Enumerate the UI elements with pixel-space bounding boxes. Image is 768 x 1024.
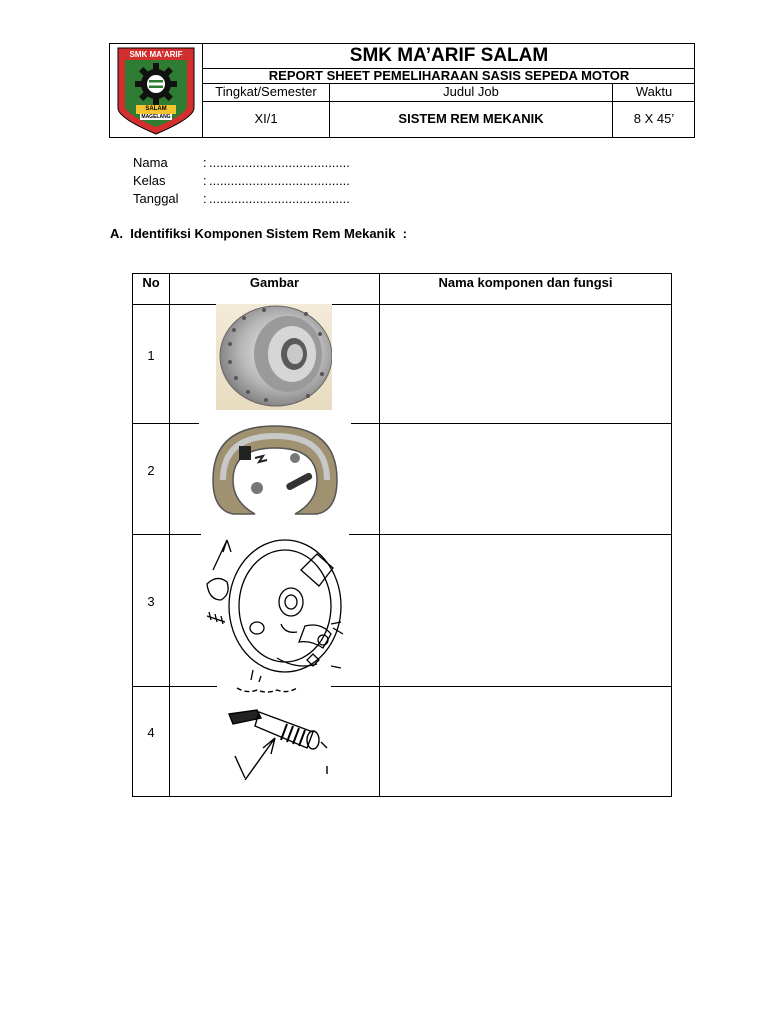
date-label: Tanggal	[133, 191, 179, 206]
section-title: A. Identifiksi Komponen Sistem Rem Mekanik :	[110, 226, 407, 241]
school-name: SMK MA’ARIF SALAM	[349, 45, 549, 66]
report-title: REPORT SHEET PEMELIHARAAN SASIS SEPEDA MOTOR	[268, 68, 630, 83]
date-field[interactable]: .......................................	[209, 191, 350, 206]
class-field[interactable]: .......................................	[209, 173, 350, 188]
brake-hub-drum-image	[216, 304, 332, 410]
component-table	[132, 273, 672, 797]
description-cell[interactable]	[380, 687, 671, 796]
name-field[interactable]: .......................................	[209, 155, 350, 170]
level-semester-label: Tingkat/Semester	[215, 84, 317, 99]
class-separator: :	[203, 173, 207, 188]
date-row	[133, 190, 350, 208]
date-separator: :	[203, 191, 207, 206]
row-number: 3	[147, 594, 155, 609]
report-header	[109, 43, 695, 138]
logo-top-text: SMK MA'ARIF	[129, 50, 183, 59]
name-label: Nama	[133, 155, 168, 170]
brake-cam-drawing-image	[217, 686, 331, 786]
time-value: 8 X 45’	[633, 111, 675, 126]
level-semester-value: XI/1	[254, 111, 278, 126]
logo-bottom-text-1: SALAM	[145, 106, 167, 112]
job-title-label: Judul Job	[443, 84, 499, 99]
class-row	[133, 172, 350, 190]
name-separator: :	[203, 155, 207, 170]
row-number: 1	[147, 348, 155, 363]
brake-panel-drawing-image	[201, 524, 349, 682]
table-header-no: No	[142, 275, 160, 290]
name-row	[133, 154, 350, 172]
school-logo	[116, 46, 196, 136]
brake-shoe-image	[199, 418, 351, 520]
job-title-value: SISTEM REM MEKANIK	[398, 111, 544, 126]
time-label: Waktu	[635, 84, 673, 99]
row-number: 2	[147, 463, 155, 478]
description-cell[interactable]	[380, 535, 671, 686]
table-header-description: Nama komponen dan fungsi	[438, 275, 613, 290]
logo-bottom-text-2: MAGELANG	[141, 114, 171, 120]
description-cell[interactable]	[380, 305, 671, 423]
table-header-image: Gambar	[249, 275, 300, 290]
class-label: Kelas	[133, 173, 166, 188]
description-cell[interactable]	[380, 424, 671, 534]
student-info	[133, 154, 350, 208]
row-number: 4	[147, 725, 155, 740]
